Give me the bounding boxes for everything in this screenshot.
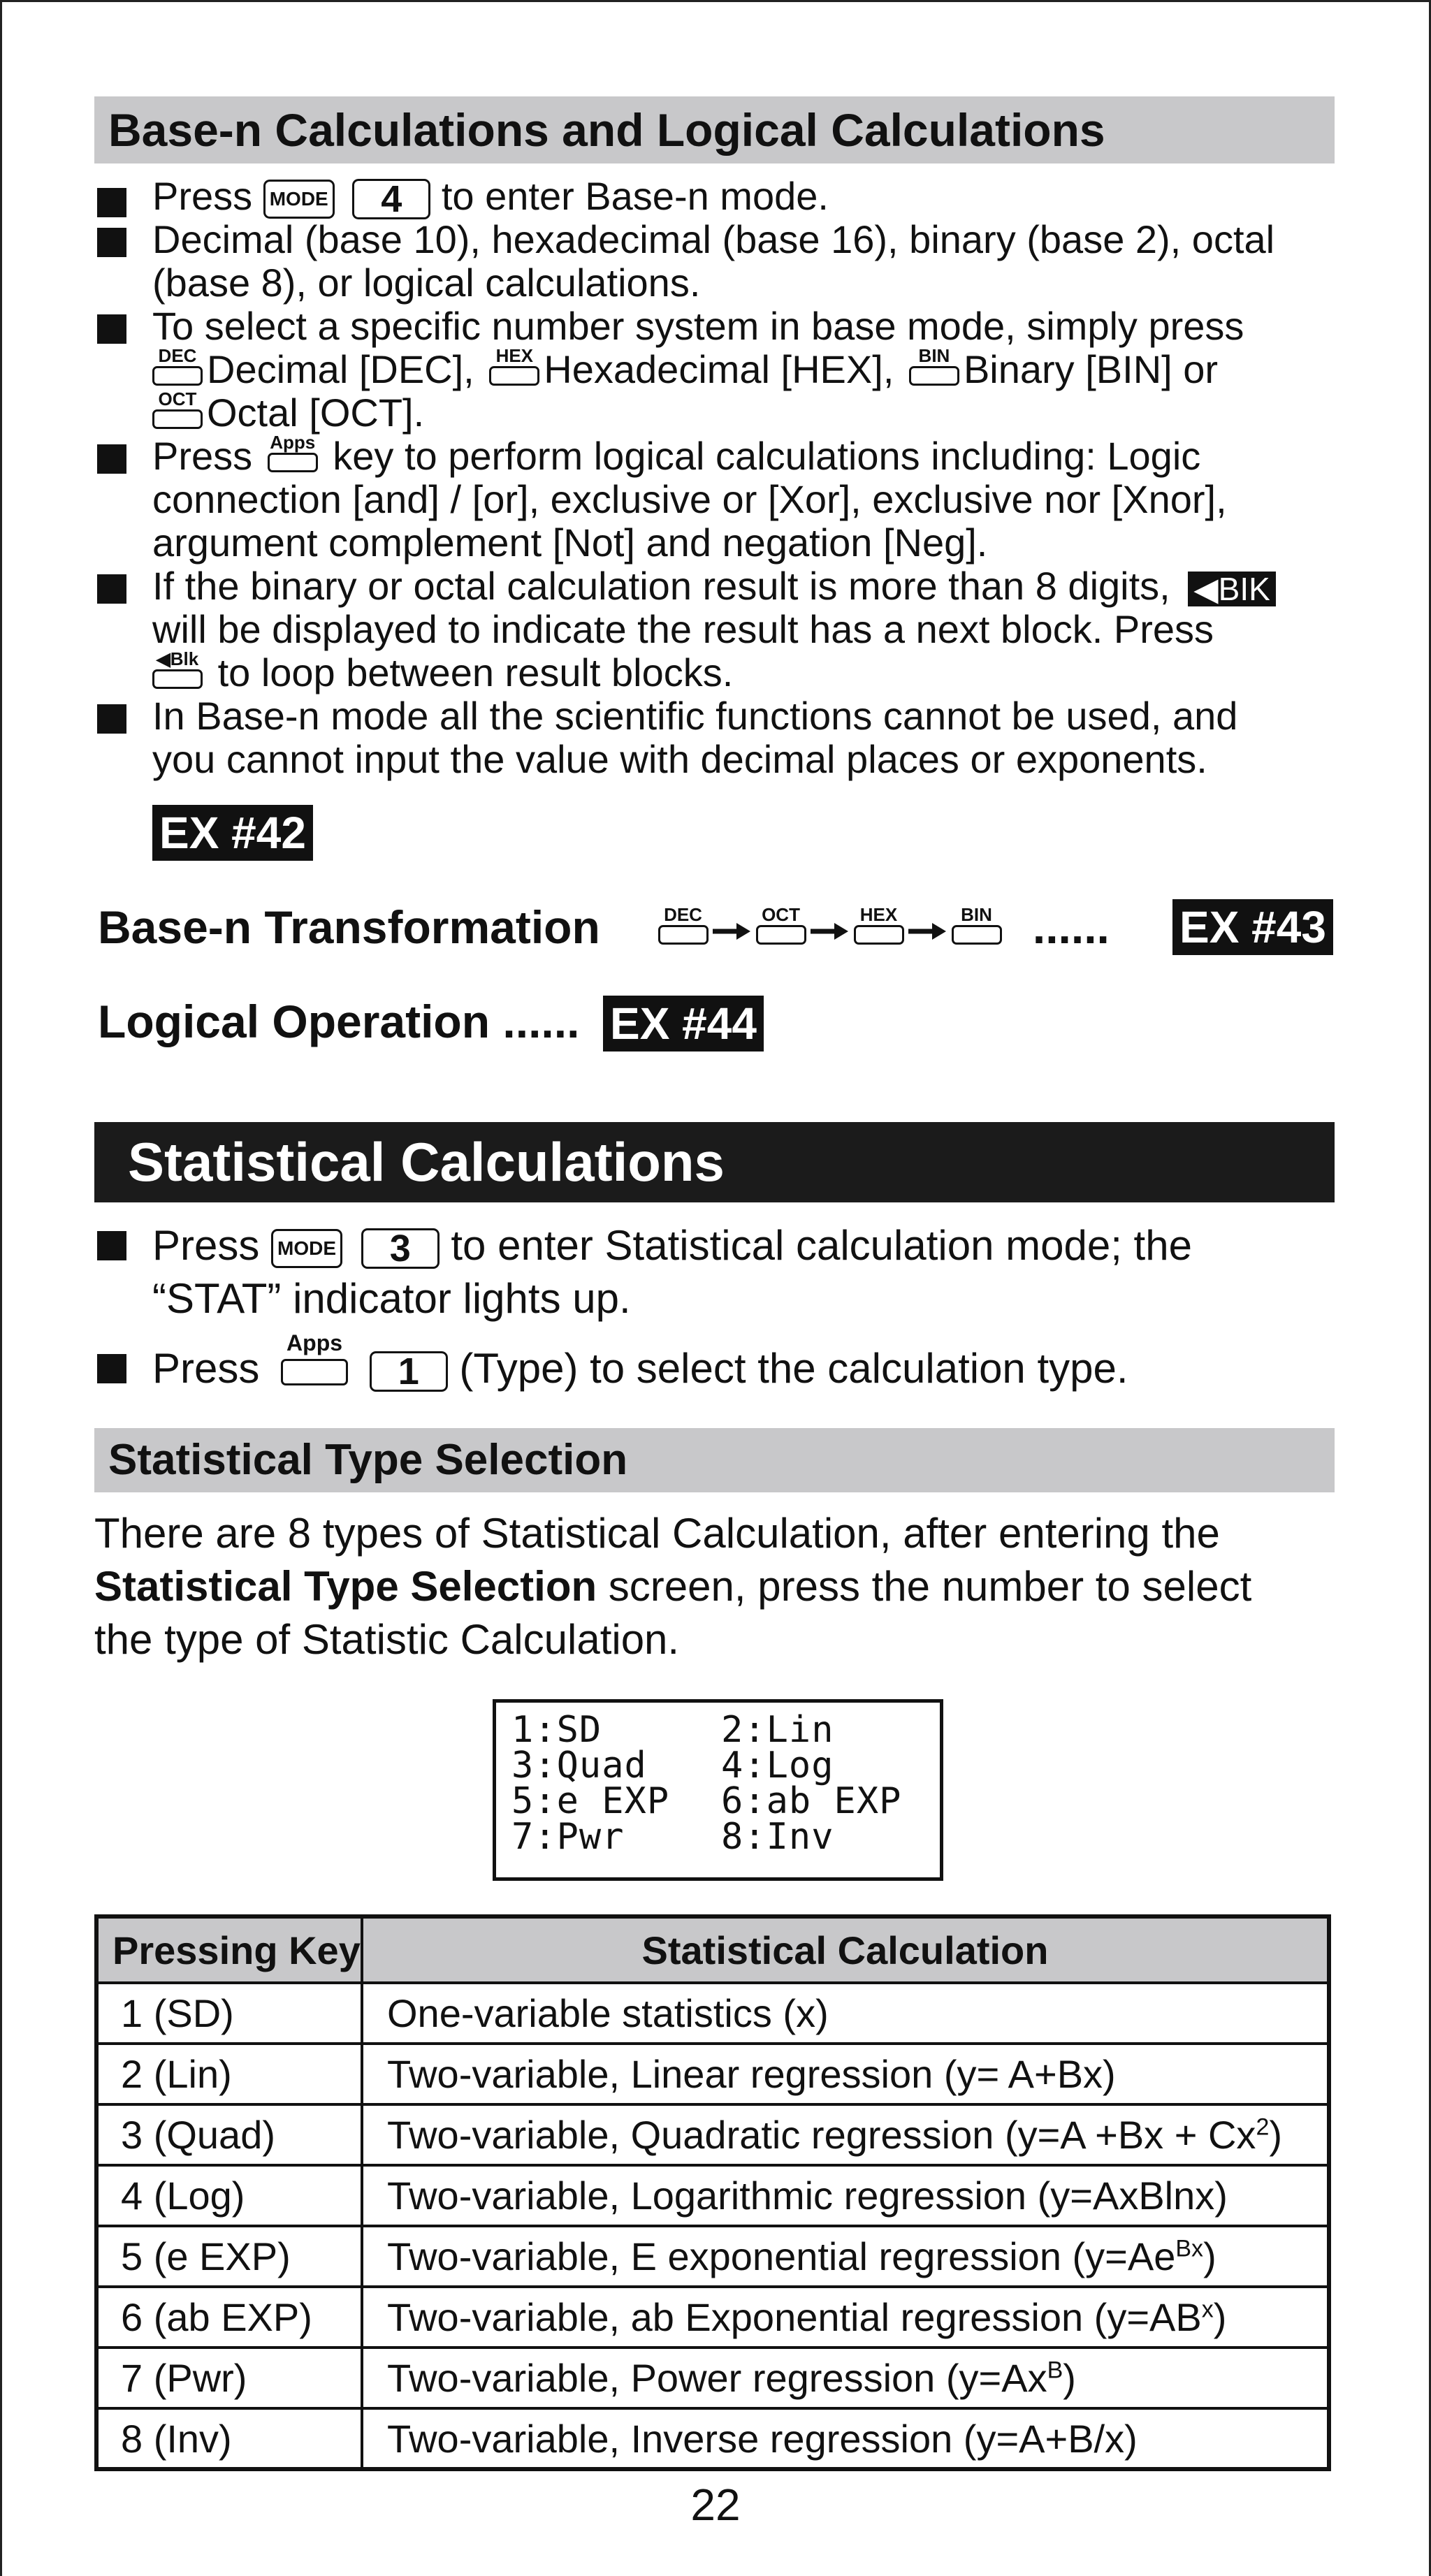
- mode-key-icon: MODE: [271, 1229, 342, 1268]
- type-selection-paragraph: There are 8 types of Statistical Calculation, after entering the Statistical Type Selection screen, press the number to select the type of Statistic Calculation.: [94, 1510, 1252, 1663]
- base-n-bullets: [94, 175, 1352, 781]
- bullet-line: “STAT” indicator lights up.: [152, 1275, 631, 1322]
- key-3-icon: 3: [361, 1228, 440, 1269]
- bullet-line: [152, 648, 1352, 694]
- statistical-bullets: [94, 1219, 1352, 1395]
- arrow-right-icon: [713, 921, 752, 942]
- bullet-square-icon: [97, 188, 126, 217]
- calculation-cell: Two-variable, Logarithmic regression (y=AxBlnx): [362, 2165, 1329, 2226]
- bin-key-icon: BIN: [909, 362, 959, 386]
- hex-text: Hexadecimal [HEX],: [544, 347, 894, 391]
- calculation-cell: Two-variable, E exponential regression $(y=Ae^{Bx})$: [362, 2226, 1329, 2287]
- pressing-key-cell: 8 (Inv): [96, 2408, 362, 2469]
- bullet-line: To select a specific number system in base mode, simply press: [152, 304, 1244, 348]
- bullet-square-icon: [97, 574, 126, 604]
- hex-key-icon: HEX: [854, 921, 904, 945]
- dec-key-icon: DEC: [658, 921, 709, 945]
- bullet-text: to enter Base-n mode.: [441, 174, 829, 218]
- table-row: [96, 2226, 1329, 2287]
- table-header-row: [96, 1916, 1329, 1983]
- calculation-cell: Two-variable, Quadratic regression $(y=A +Bx + Cx^2)$: [362, 2104, 1329, 2165]
- base-n-transformation-label: Base-n Transformation DEC OCT HEX BIN ......: [98, 901, 1110, 953]
- pressing-key-cell: 2 (Lin): [96, 2044, 362, 2104]
- bullet-restrictions: [94, 694, 1352, 781]
- bullet-square-icon: [97, 704, 126, 734]
- bullet-square-icon: [97, 1354, 126, 1383]
- apps-key-icon: Apps: [281, 1355, 348, 1385]
- bullet-text: (Type) to select the calculation type.: [459, 1345, 1128, 1392]
- lcd-display: [493, 1699, 943, 1881]
- example-42-tag: EX #42: [152, 805, 313, 861]
- bullet-square-icon: [97, 1231, 126, 1260]
- pressing-key-cell: 5 (e EXP): [96, 2226, 362, 2287]
- press-text: Press: [152, 434, 253, 478]
- bullet-line: [152, 432, 1352, 478]
- example-43-tag: EX #43: [1172, 899, 1333, 955]
- bullet-square-icon: [97, 444, 126, 474]
- pressing-key-cell: 3 (Quad): [96, 2104, 362, 2165]
- bullet-square-icon: [97, 228, 126, 257]
- dots: ......: [1032, 901, 1110, 953]
- statistical-type-table: [94, 1914, 1331, 2471]
- arrow-right-icon: [811, 921, 850, 942]
- table-row: [96, 2044, 1329, 2104]
- apps-key-icon: Apps: [268, 449, 318, 472]
- key-1-icon: 1: [370, 1351, 448, 1392]
- bullet-text: to enter Statistical calculation mode; the: [451, 1222, 1192, 1269]
- bullet-line: [152, 388, 1352, 435]
- hex-key-icon: HEX: [489, 362, 539, 386]
- oct-key-icon: OCT: [756, 921, 806, 945]
- column-header-statistical-calculation: Statistical Calculation: [362, 1916, 1329, 1983]
- calculation-cell: One-variable statistics (x): [362, 1983, 1329, 2044]
- press-text: Press: [152, 1222, 260, 1269]
- bullet-line: connection [and] / [or], exclusive or [Xor], exclusive nor [Xnor],: [152, 477, 1227, 521]
- bullet-line: you cannot input the value with decimal places or exponents.: [152, 737, 1207, 781]
- bullet-number-systems: [94, 218, 1352, 305]
- bullet-line: [152, 345, 1352, 391]
- mode-key-icon: MODE: [263, 180, 335, 219]
- bullet-enter-base-n: [94, 174, 1352, 221]
- press-text: Press: [152, 1345, 260, 1392]
- pressing-key-cell: 6 (ab EXP): [96, 2287, 362, 2348]
- bullet-line: will be displayed to indicate the result has a next block. Press: [152, 607, 1214, 651]
- example-44-tag: EX #44: [603, 996, 764, 1051]
- lcd-row: 1:SD 2:Lin: [511, 1709, 834, 1751]
- bullet-line: In Base-n mode all the scientific functions cannot be used, and: [152, 694, 1238, 738]
- bullet-line: argument complement [Not] and negation [Neg].: [152, 521, 988, 565]
- bin-key-icon: BIN: [952, 921, 1002, 945]
- bullet-select-system: [94, 305, 1352, 435]
- bullet-text: If the binary or octal calculation result is more than 8 digits,: [152, 564, 1170, 608]
- bullet-text: to loop between result blocks.: [217, 650, 734, 694]
- pressing-key-cell: 1 (SD): [96, 1983, 362, 2044]
- pressing-key-cell: 7 (Pwr): [96, 2348, 362, 2408]
- bullet-square-icon: [97, 314, 126, 344]
- lcd-row: 7:Pwr 8:Inv: [511, 1816, 834, 1858]
- oct-key-icon: OCT: [152, 405, 203, 429]
- oct-text: Octal [OCT].: [207, 391, 425, 435]
- calculation-cell: Two-variable, ab Exponential regression $(y=AB^x)$: [362, 2287, 1329, 2348]
- table-row: [96, 2348, 1329, 2408]
- dec-text: Decimal [DEC],: [207, 347, 474, 391]
- blk-key-icon: ◀Blk: [152, 665, 203, 689]
- blk-indicator: ◀BIK: [1188, 572, 1276, 606]
- table-row: [96, 2104, 1329, 2165]
- logical-operation-label: Logical Operation ......: [98, 996, 580, 1047]
- bullet-select-type: [94, 1330, 1352, 1395]
- press-text: Press: [152, 174, 253, 218]
- bullet-blocks: [94, 565, 1352, 694]
- table-row: [96, 2165, 1329, 2226]
- page-number: 22: [690, 2480, 741, 2530]
- column-header-pressing-key: Pressing Key: [96, 1916, 362, 1983]
- lcd-row: 3:Quad 4:Log: [511, 1745, 834, 1787]
- section-header-base-n: Base-n Calculations and Logical Calculations: [94, 96, 1335, 163]
- bullet-line: [152, 565, 1352, 608]
- bin-text: Binary [BIN] or: [963, 347, 1219, 391]
- section-header-type-selection: Statistical Type Selection: [94, 1428, 1335, 1492]
- pressing-key-cell: 4 (Log): [96, 2165, 362, 2226]
- calculation-cell: Two-variable, Power regression $(y=Ax^B)$: [362, 2348, 1329, 2408]
- table-row: [96, 2287, 1329, 2348]
- bullet-line: Decimal (base 10), hexadecimal (base 16), binary (base 2), octal: [152, 217, 1275, 261]
- dec-key-icon: DEC: [152, 362, 203, 386]
- table-row: [96, 2408, 1329, 2469]
- bullet-text: key to perform logical calculations including: Logic: [333, 434, 1201, 478]
- calculation-cell: Two-variable, Linear regression (y= A+Bx): [362, 2044, 1329, 2104]
- key-4-icon: 4: [352, 179, 430, 219]
- calculation-cell: Two-variable, Inverse regression (y=A+B/x): [362, 2408, 1329, 2469]
- section-header-statistical: Statistical Calculations: [94, 1122, 1335, 1202]
- bullet-logical: [94, 432, 1352, 565]
- arrow-right-icon: [908, 921, 947, 942]
- bullet-line: [152, 1219, 1352, 1272]
- lcd-row: 5:e EXP 6:ab EXP: [511, 1780, 902, 1822]
- bullet-line: (base 8), or logical calculations.: [152, 261, 701, 305]
- table-row: [96, 1983, 1329, 2044]
- bullet-enter-stat: [94, 1219, 1352, 1325]
